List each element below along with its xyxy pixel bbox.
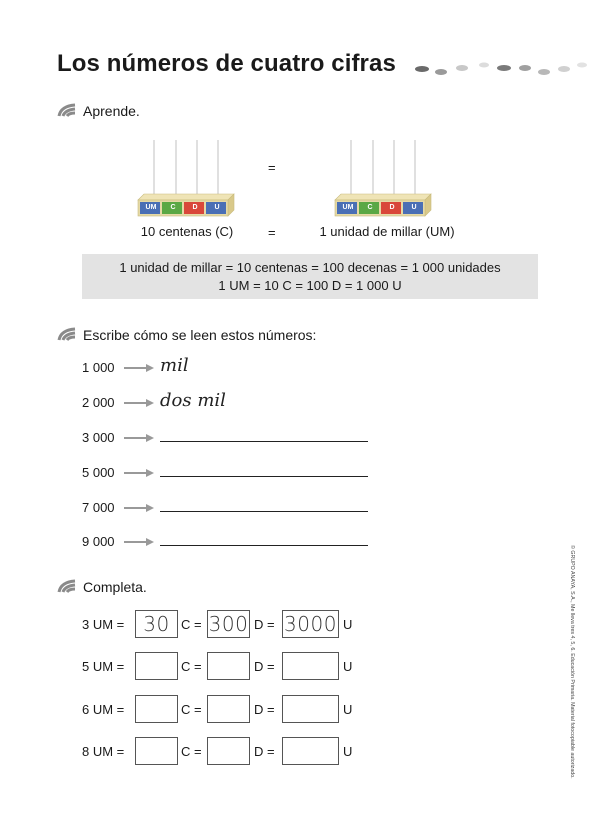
complete-u-box-1[interactable]: 3000 <box>282 610 339 638</box>
abacus-label-um: UM <box>145 204 157 211</box>
complete-u-label-2: U <box>343 659 353 674</box>
section-learn-label: Aprende. <box>83 103 140 119</box>
complete-um-label-4: 8 UM = <box>82 744 125 759</box>
complete-u-box-2[interactable] <box>282 652 339 680</box>
complete-c-label-1: C = <box>181 617 202 632</box>
complete-u-label-1: U <box>343 617 353 632</box>
complete-d-box-1[interactable]: 300 <box>208 612 249 636</box>
abacus-label-d: D <box>192 204 198 211</box>
complete-u-box-4[interactable] <box>282 737 339 765</box>
write-number-4: 5 000 <box>82 465 115 480</box>
complete-c-box-1[interactable]: 30 <box>135 610 178 638</box>
section-wave-icon <box>57 103 77 117</box>
complete-d-label-4: D = <box>254 744 275 759</box>
equals-sign-bottom: = <box>268 225 276 240</box>
complete-d-label-2: D = <box>254 659 275 674</box>
complete-u-label-4: U <box>343 744 353 759</box>
arrow-right-icon <box>124 504 154 512</box>
write-answer-2: dos mil <box>160 390 226 411</box>
abacus-label-u: U <box>411 204 417 211</box>
write-number-5: 7 000 <box>82 500 115 515</box>
complete-um-label-1: 3 UM = <box>82 617 125 632</box>
summary-line-2: 1 UM = 10 C = 100 D = 1 000 U <box>218 278 402 293</box>
section-wave-icon <box>57 579 77 593</box>
arrow-right-icon <box>124 399 154 407</box>
complete-d-box-4[interactable] <box>207 737 250 765</box>
complete-u-box-3[interactable] <box>282 695 339 723</box>
abacus-label-c: C <box>170 204 176 211</box>
abacus-label-d: D <box>389 204 395 211</box>
complete-c-box-4[interactable] <box>135 737 178 765</box>
abacus-right-labels <box>337 204 425 216</box>
write-answer-line-5[interactable] <box>160 511 368 512</box>
abacus-label-um: UM <box>342 204 354 211</box>
complete-um-label-3: 6 UM = <box>82 702 125 717</box>
summary-line-1: 1 unidad de millar = 10 centenas = 100 decenas = 1 000 unidades <box>119 260 501 275</box>
abacus-left-caption: 10 centenas (C) <box>140 224 234 239</box>
complete-d-box-2[interactable] <box>207 652 250 680</box>
arrow-right-icon <box>124 364 154 372</box>
complete-u-label-3: U <box>343 702 353 717</box>
write-answer-1: mil <box>160 355 189 376</box>
complete-d-label-1: D = <box>254 617 275 632</box>
equals-sign-top: = <box>268 160 276 175</box>
write-answer-line-3[interactable] <box>160 441 368 442</box>
complete-c-box-2[interactable] <box>135 652 178 680</box>
section-wave-icon <box>57 327 77 341</box>
arrow-right-icon <box>124 469 154 477</box>
abacus-right-caption: 1 unidad de millar (UM) <box>319 224 455 239</box>
write-number-1: 1 000 <box>82 360 115 375</box>
complete-c-label-2: C = <box>181 659 202 674</box>
page-title: Los números de cuatro cifras <box>57 50 396 77</box>
complete-c-box-3[interactable] <box>135 695 178 723</box>
abacus-left-labels <box>140 204 228 216</box>
write-number-3: 3 000 <box>82 430 115 445</box>
write-answer-line-6[interactable] <box>160 545 368 546</box>
arrow-right-icon <box>124 434 154 442</box>
section-complete-label: Completa. <box>83 579 147 595</box>
complete-c-label-3: C = <box>181 702 202 717</box>
complete-um-label-2: 5 UM = <box>82 659 125 674</box>
write-number-6: 9 000 <box>82 534 115 549</box>
complete-c-label-4: C = <box>181 744 202 759</box>
arrow-right-icon <box>124 538 154 546</box>
copyright-notice <box>567 545 577 805</box>
copyright-text: © GRUPO ANAYA, S.A., Me lleva tres 4, 5, 6. Educación Primaria. Material fotocopiable autorizado. <box>569 545 575 779</box>
complete-d-box-3[interactable] <box>207 695 250 723</box>
write-number-2: 2 000 <box>82 395 115 410</box>
decorative-dots <box>412 58 592 78</box>
complete-d-label-3: D = <box>254 702 275 717</box>
abacus-label-u: U <box>214 204 220 211</box>
abacus-label-c: C <box>367 204 373 211</box>
summary-box <box>82 254 538 299</box>
write-answer-line-4[interactable] <box>160 476 368 477</box>
section-write-label: Escribe cómo se leen estos números: <box>83 327 317 343</box>
